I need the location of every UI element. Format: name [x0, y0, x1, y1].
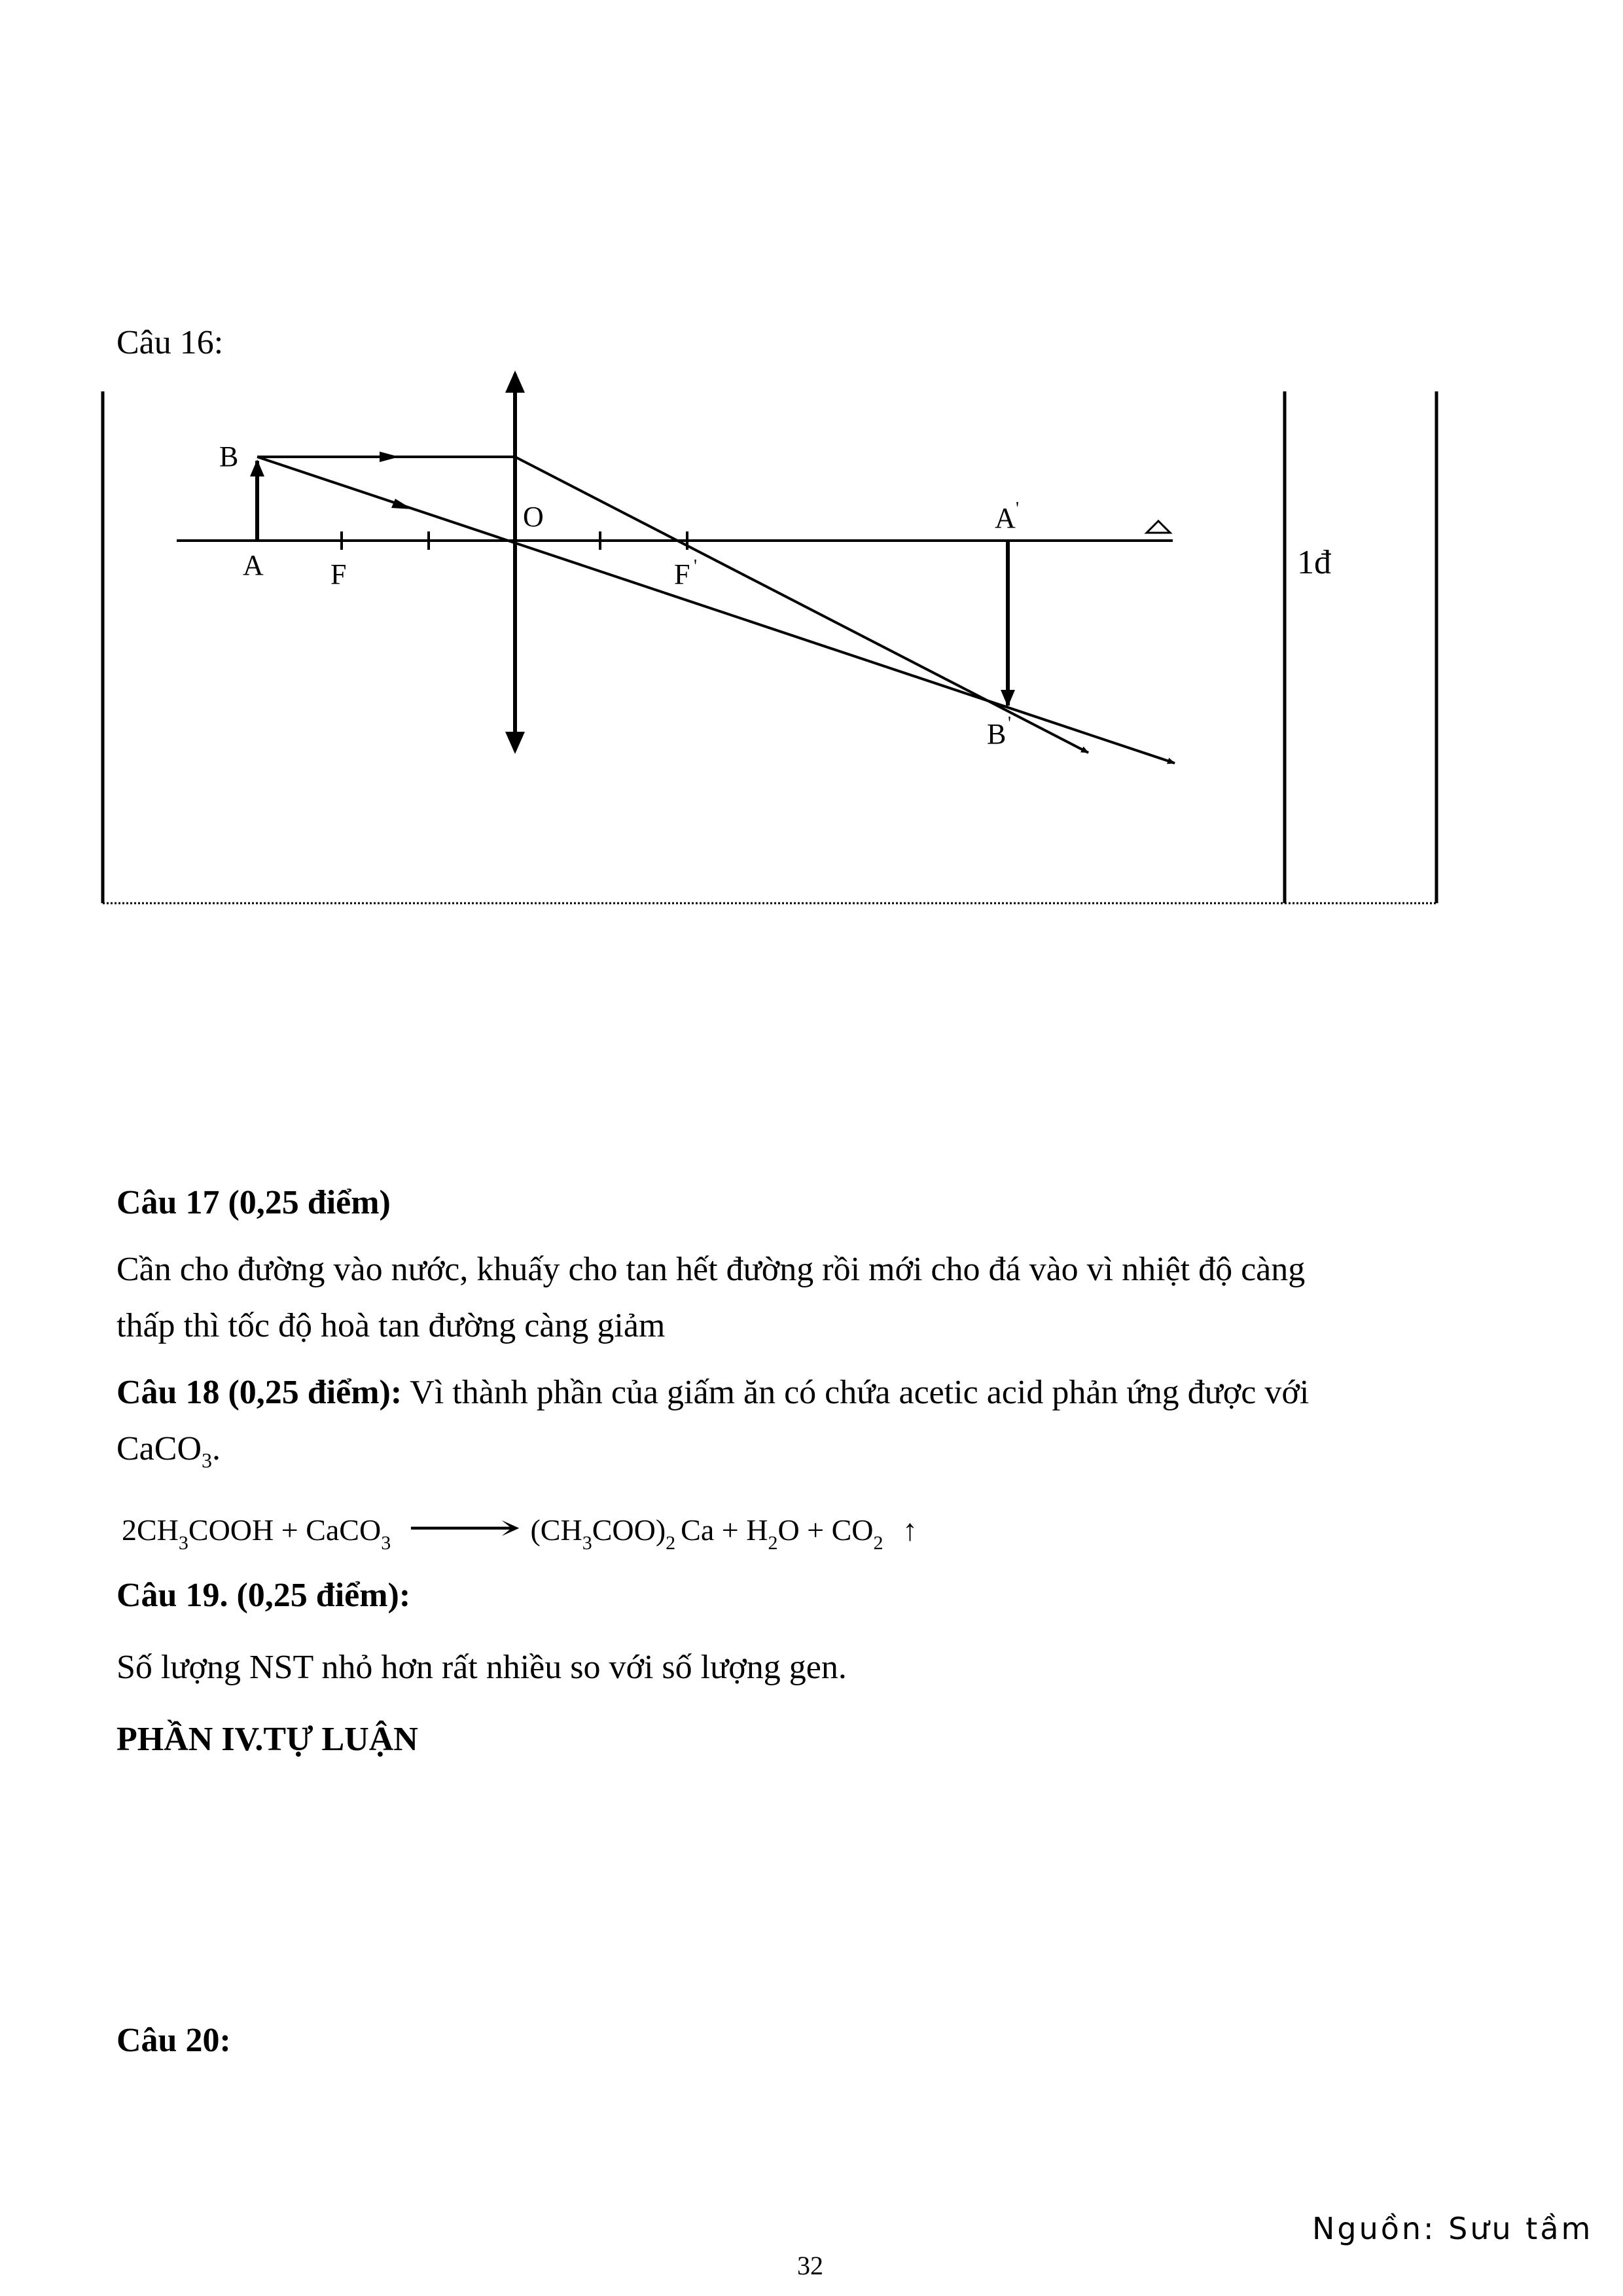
label-Aprime-mark: ': [1016, 499, 1020, 519]
label-Fprime: F: [674, 558, 690, 590]
label-Aprime: A: [995, 502, 1016, 534]
answer-table-frame: [103, 391, 1436, 903]
q20-heading: Câu 20:: [116, 2022, 231, 2059]
gas-arrow-icon: ↑: [902, 1513, 918, 1547]
q18-text: Vì thành phần của giấm ăn có chứa acetic acid phản ứng được với: [402, 1374, 1310, 1411]
reaction-arrow: ⟶: [406, 1508, 522, 1549]
q16-heading: Câu 16:: [116, 324, 224, 361]
ray-parallel-refracted: [515, 457, 1088, 753]
q18-heading: Câu 18 (0,25 điểm):: [116, 1374, 402, 1411]
label-A: A: [243, 549, 264, 581]
lens-ray-diagram: [0, 0, 1623, 949]
lens-top-arrow: [505, 370, 525, 393]
axis-delta-symbol: [1147, 521, 1170, 533]
label-Fprime-mark: ': [694, 556, 698, 577]
part4-heading: PHẦN IV.TỰ LUẬN: [116, 1721, 418, 1758]
lens-bottom-arrow: [505, 732, 525, 754]
label-F: F: [330, 558, 347, 590]
page-number: 32: [797, 2251, 823, 2280]
q19-heading: Câu 19. (0,25 điểm):: [116, 1577, 411, 1614]
label-Bprime: B: [987, 718, 1007, 750]
q17-heading: Câu 17 (0,25 điểm): [116, 1184, 391, 1221]
label-B: B: [219, 440, 239, 473]
q18-line2: CaCO$_3$.: [116, 1430, 221, 1472]
q17-line2: thấp thì tốc độ hoà tan đường càng giảm: [116, 1307, 666, 1344]
label-O: O: [523, 501, 544, 533]
chemical-equation: 2CH3COOH + CaCO3 ⟶ (CH3COO)2 Ca + H2O + CO2 ↑: [122, 1508, 918, 1554]
q18-line1: [116, 1368, 1309, 1417]
q16-score: 1đ: [1297, 544, 1331, 581]
q19-text: Số lượng NST nhỏ hơn rất nhiều so với số lượng gen.: [116, 1649, 847, 1686]
label-Bprime-mark: ': [1008, 713, 1012, 734]
q17-line1: Cần cho đường vào nước, khuấy cho tan hết đường rồi mới cho đá vào vì nhiệt độ càng: [116, 1251, 1306, 1288]
source-footer: Nguồn: Sưu tầm: [1312, 2211, 1594, 2246]
